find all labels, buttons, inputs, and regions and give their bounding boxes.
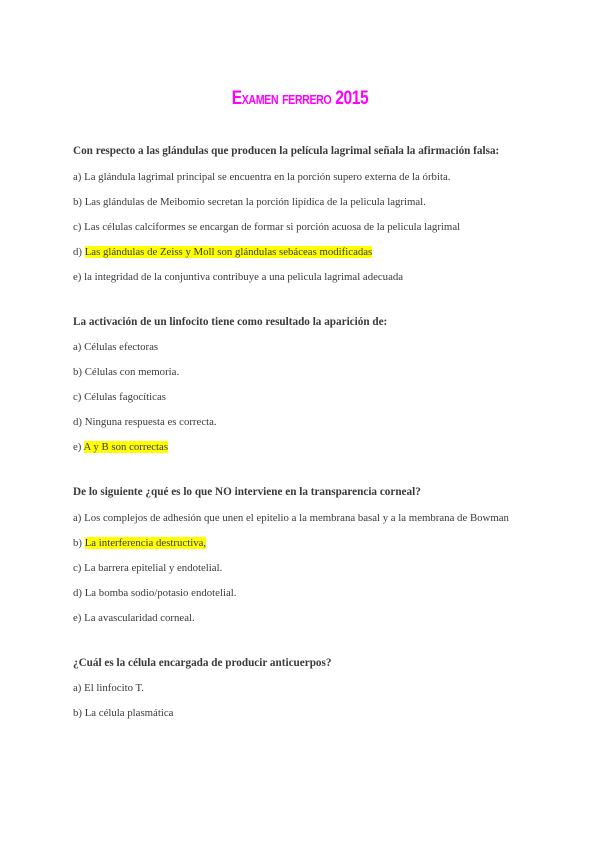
- option-letter: c): [73, 561, 82, 574]
- option-letter: d): [73, 416, 82, 428]
- option-d: [73, 245, 533, 259]
- highlighted-answer: A y B son correctas: [83, 441, 169, 453]
- question-3: [73, 485, 533, 625]
- option-text: La glándula lagrimal principal se encuentra en la porción supero externa de la órbita.: [84, 170, 451, 183]
- highlighted-answer: La interferencia destructiva,: [84, 536, 207, 549]
- option-letter: a): [73, 511, 82, 524]
- document-title: Examen ferrero 2015: [231, 88, 369, 109]
- option-b: [73, 706, 533, 720]
- option-a: [73, 511, 533, 525]
- question-text: ¿Cuál es la célula encargada de producir anticuerpos?: [73, 656, 332, 669]
- option-letter: b): [73, 536, 82, 549]
- spacer: [73, 465, 533, 485]
- option-b: [73, 536, 533, 550]
- option-text: la integridad de la conjuntiva contribuye a una pelicula lagrimal adecuada: [84, 270, 404, 283]
- option-text: Los complejos de adhesión que unen el epitelio a la membrana basal y a la membrana de Bowman: [84, 511, 509, 524]
- highlighted-answer: Las glándulas de Zeiss y Moll son glándulas sebáceas modificadas: [84, 245, 373, 258]
- option-text: Células efectoras: [84, 341, 159, 353]
- option-b: [73, 365, 533, 379]
- spacer: [73, 295, 533, 315]
- option-text: La barrera epitelial y endotelial.: [84, 561, 223, 574]
- question-text: La activación de un linfocito tiene como resultado la aparición de:: [73, 315, 388, 328]
- question-1: [73, 144, 533, 284]
- spacer: [73, 636, 533, 656]
- document-content: [73, 144, 533, 731]
- option-c: [73, 561, 533, 575]
- option-text: El linfocito T.: [84, 682, 144, 694]
- option-text: La avascularidad corneal.: [84, 611, 195, 624]
- option-text: Células con memoria.: [84, 366, 180, 378]
- option-text: La bomba sodio/potasio endotelial.: [84, 586, 237, 599]
- option-letter: b): [73, 195, 82, 208]
- option-text: La célula plasmática: [84, 707, 174, 719]
- option-letter: e): [73, 270, 82, 283]
- question-4: [73, 656, 533, 721]
- option-text: Ninguna respuesta es correcta.: [84, 416, 217, 428]
- option-d: [73, 586, 533, 600]
- option-letter: b): [73, 366, 82, 378]
- option-a: [73, 340, 533, 354]
- option-d: [73, 415, 533, 429]
- option-a: [73, 681, 533, 695]
- option-text: Las células calciformes se encargan de formar si porción acuosa de la pelicula lagrimal: [84, 220, 461, 233]
- option-text: Células fagocíticas: [84, 391, 166, 403]
- option-letter: c): [73, 391, 82, 403]
- option-a: [73, 170, 533, 184]
- option-letter: a): [73, 170, 82, 183]
- question-2: [73, 315, 533, 455]
- option-letter: e): [73, 611, 82, 624]
- option-e: [73, 440, 533, 454]
- option-e: [73, 611, 533, 625]
- option-letter: d): [73, 245, 82, 258]
- option-letter: b): [73, 707, 82, 719]
- question-text: De lo siguiente ¿qué es lo que NO interviene en la transparencia corneal?: [73, 486, 421, 498]
- option-c: [73, 220, 533, 234]
- option-e: [73, 270, 533, 284]
- option-letter: a): [73, 341, 82, 353]
- option-letter: c): [73, 220, 82, 233]
- question-text: Con respecto a las glándulas que producen la película lagrimal señala la afirmación falsa:: [73, 145, 500, 157]
- option-letter: a): [73, 682, 82, 694]
- option-b: [73, 195, 533, 209]
- option-text: Las glándulas de Meibomio secretan la porción lipídica de la pelicula lagrimal.: [84, 195, 426, 208]
- option-c: [73, 390, 533, 404]
- option-letter: d): [73, 586, 82, 599]
- option-letter: e): [73, 441, 82, 453]
